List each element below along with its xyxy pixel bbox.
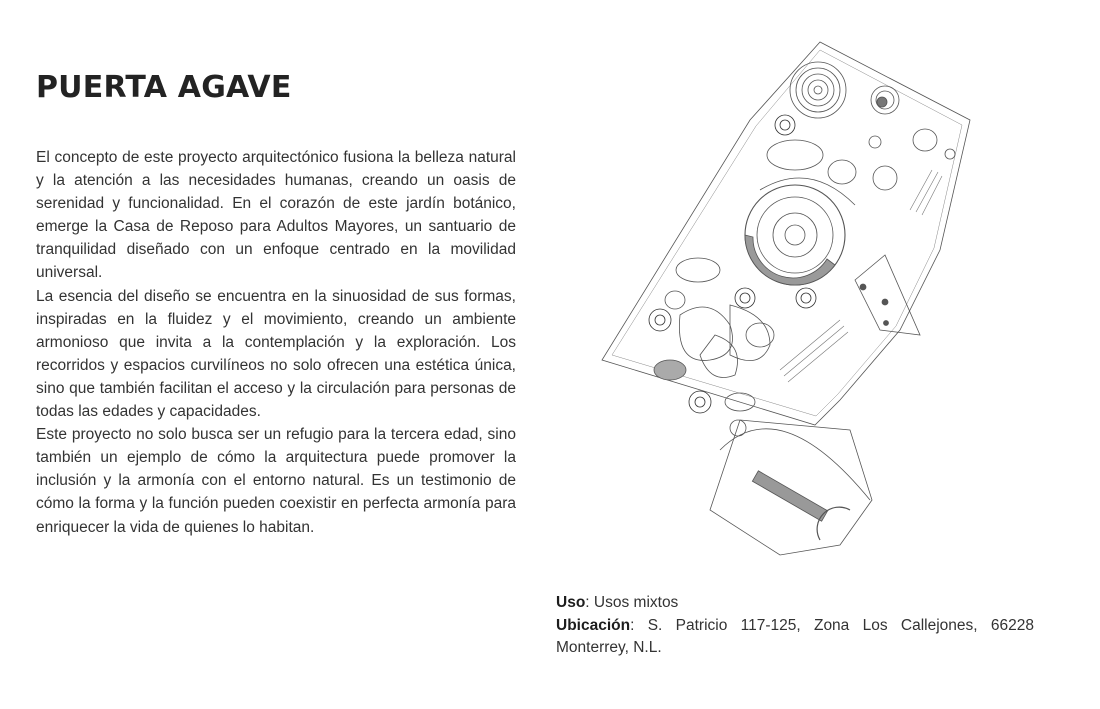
- lower-bar: [752, 471, 827, 521]
- description-paragraph-1: El concepto de este proyecto arquitectónico fusiona la belleza natural y la atención a las necesidades humanas, creando un oasis de serenidad y funcionalidad. En el corazón de este jardín botánico, emerge la Casa de Reposo para Adultos Mayores, un santuario de tranquilidad diseñado con un enfoque centrado en la movilidad universal.: [36, 149, 516, 282]
- rotunda-shadow: [745, 235, 835, 285]
- uso-line: [556, 592, 1034, 615]
- ubicacion-value: : S. Patricio 117-125, Zona Los Callejones, 66228 Monterrey, N.L.: [556, 616, 1034, 656]
- rotunda-ring: [757, 197, 833, 273]
- page-title: PUERTA AGAVE: [36, 70, 292, 105]
- uso-label: Uso: [556, 594, 586, 611]
- description-paragraph-3: Este proyecto no solo busca ser un refugio para la tercera edad, sino también un ejemplo de cómo la arquitectura puede promover la inclusión y la armonía con el entorno natural. Es un testimonio de cómo la forma y la función pueden coexistir en perfecta armonía para enriquecer la vida de quienes lo habitan.: [36, 426, 516, 536]
- site-plan-drawing: [580, 30, 1000, 590]
- rotunda-wing: [760, 178, 855, 205]
- description-paragraph-2: La esencia del diseño se encuentra en la sinuosidad de sus formas, inspiradas en la fluidez y el movimiento, creando un ambiente armonioso que invita a la contemplación y la exploración. Los recorridos y espacios curvilíneos no solo ofrecen una estética única, sino que también facilitan el acceso y la circulación para personas de todas las edades y capacidades.: [36, 287, 516, 421]
- rotunda-center: [785, 225, 805, 245]
- hatch-strip-mid: [780, 320, 848, 382]
- lower-block: [710, 420, 872, 555]
- ubicacion-label: Ubicación: [556, 616, 631, 634]
- lower-arc: [720, 429, 870, 500]
- project-info: [556, 592, 1034, 660]
- project-description: [36, 146, 516, 539]
- hatch-strip-right: [910, 170, 942, 215]
- ubicacion-line: [556, 615, 1034, 660]
- rotunda-core: [773, 213, 817, 257]
- uso-value: : Usos mixtos: [585, 594, 679, 611]
